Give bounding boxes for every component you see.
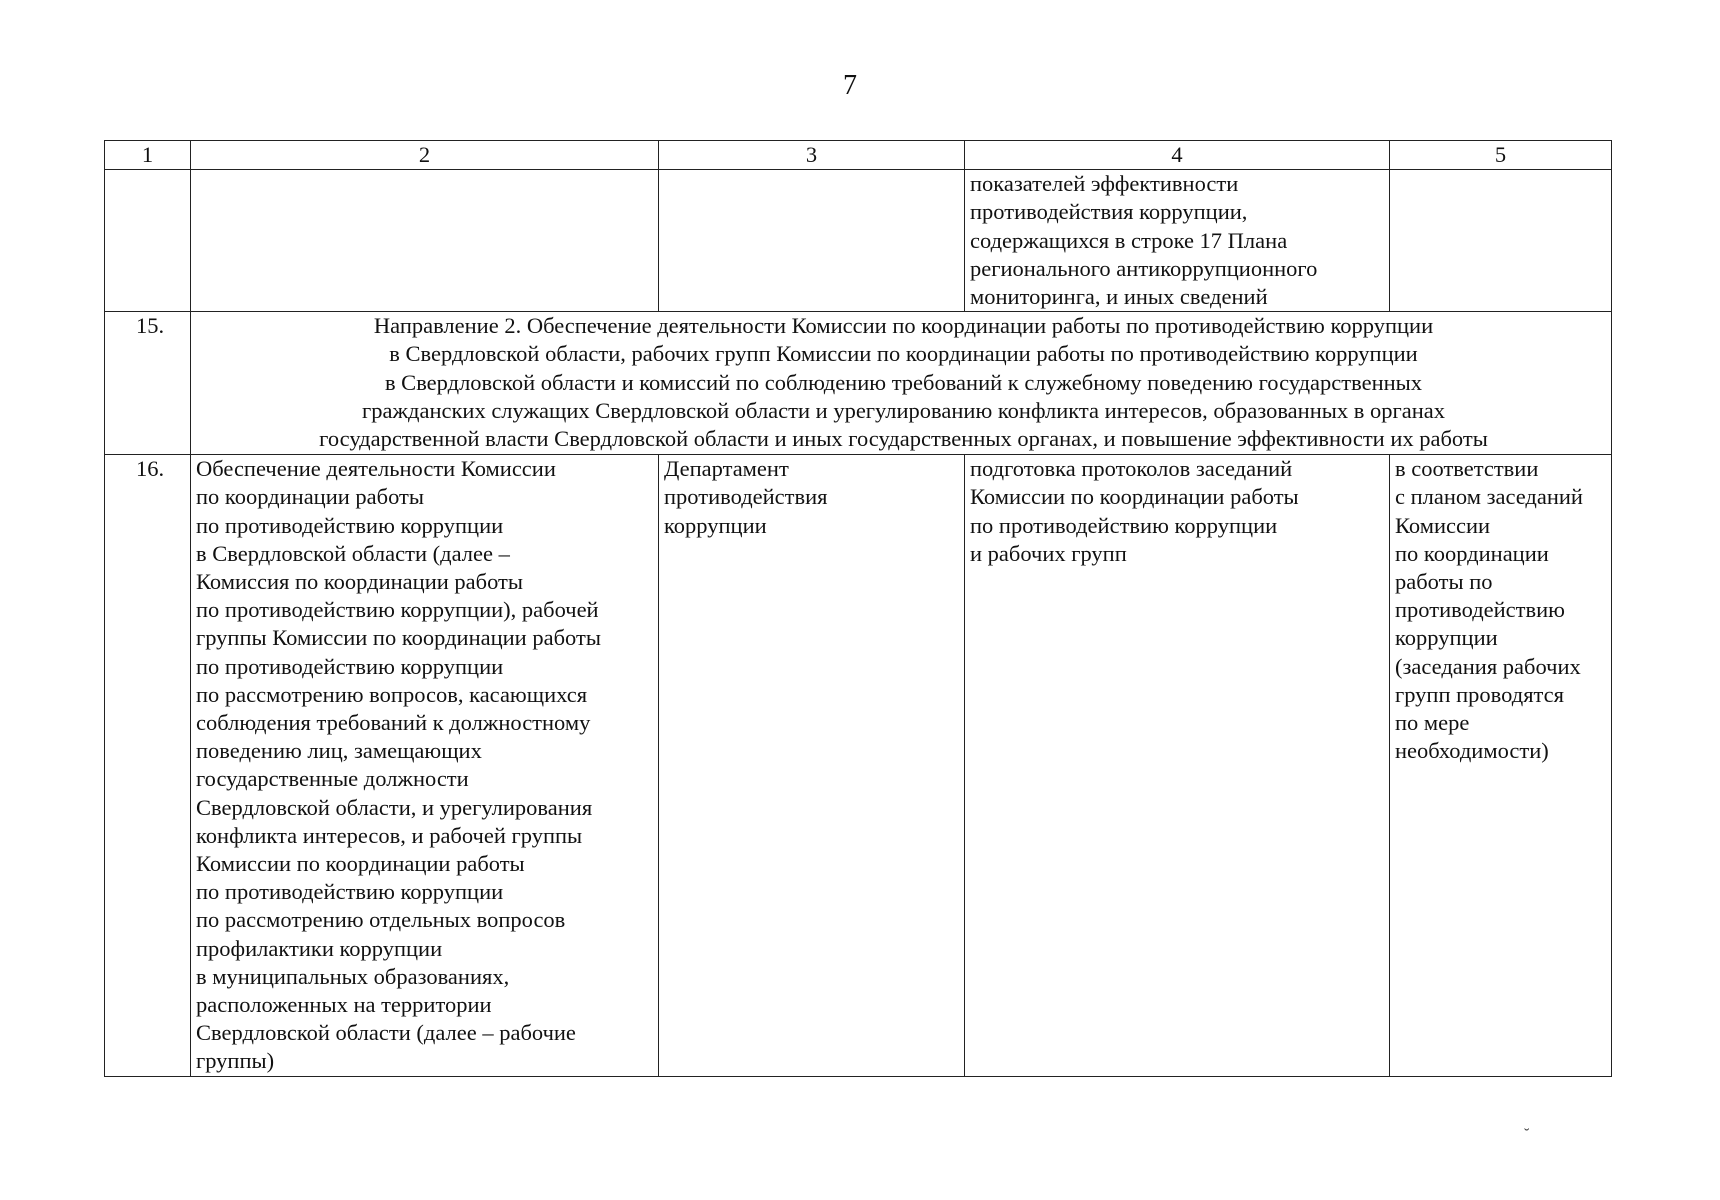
section-heading-line: гражданских служащих Свердловской области и урегулированию конфликта интересов, образованных в органах bbox=[362, 397, 1445, 423]
measure-cell: Обеспечение деятельности Комиссии по координации работы по противодействию коррупции в Свердловской области (далее – Комиссия по координации работы по противодействию коррупции), рабочей группы Комиссии по координации работы по противодействию коррупции по рассмотрению вопросов, касающихся соблюдения требований к должностному поведению лиц, замещающих государственные должности Свердловской области, и урегулирования конфликта интересов, и рабочей группы Комиссии по координации работы по противодействию коррупции по рассмотрению отдельных вопросов профилактики коррупции в муниципальных образованиях, расположенных на территории Свердловской области (далее – рабочие группы) bbox=[191, 455, 659, 1076]
column-header: 3 bbox=[659, 141, 965, 170]
measure-cell bbox=[191, 170, 659, 312]
page-number: 7 bbox=[843, 70, 857, 101]
column-header: 2 bbox=[191, 141, 659, 170]
section-row bbox=[105, 312, 1612, 455]
stray-mark: ˘ bbox=[1524, 1126, 1530, 1143]
executor-cell: Департамент противодействия коррупции bbox=[659, 455, 965, 1076]
section-heading bbox=[191, 312, 1612, 455]
column-header: 1 bbox=[105, 141, 191, 170]
column-header: 5 bbox=[1390, 141, 1612, 170]
section-heading-line: Направление 2. Обеспечение деятельности Комиссии по координации работы по противодействию коррупции bbox=[373, 313, 1434, 339]
table-header-row bbox=[105, 141, 1612, 170]
deadline-cell bbox=[1390, 170, 1612, 312]
continuation-row bbox=[105, 170, 1612, 312]
section-heading-line: в Свердловской области, рабочих групп Комиссии по координации работы по противодействию коррупции bbox=[389, 341, 1418, 367]
table-row-16 bbox=[105, 455, 1612, 1076]
section-heading-line: государственной власти Свердловской области и иных государственных органах, и повышение эффективности их работы bbox=[319, 426, 1488, 452]
executor-cell bbox=[659, 170, 965, 312]
result-cell: показателей эффективности противодействия коррупции, содержащихся в строке 17 Плана регионального антикоррупционного мониторинга, и иных сведений bbox=[965, 170, 1390, 312]
section-heading-line: в Свердловской области и комиссий по соблюдению требований к служебному поведению государственных bbox=[384, 369, 1423, 395]
row-number bbox=[105, 170, 191, 312]
row-number: 15. bbox=[105, 312, 191, 455]
plan-table bbox=[104, 140, 1612, 1077]
deadline-cell: в соответствии с планом заседаний Комиссии по координации работы по противодействию коррупции (заседания рабочих групп проводятся по мере необходимости) bbox=[1390, 455, 1612, 1076]
column-header: 4 bbox=[965, 141, 1390, 170]
row-number: 16. bbox=[105, 455, 191, 1076]
result-cell: подготовка протоколов заседаний Комиссии по координации работы по противодействию коррупции и рабочих групп bbox=[965, 455, 1390, 1076]
